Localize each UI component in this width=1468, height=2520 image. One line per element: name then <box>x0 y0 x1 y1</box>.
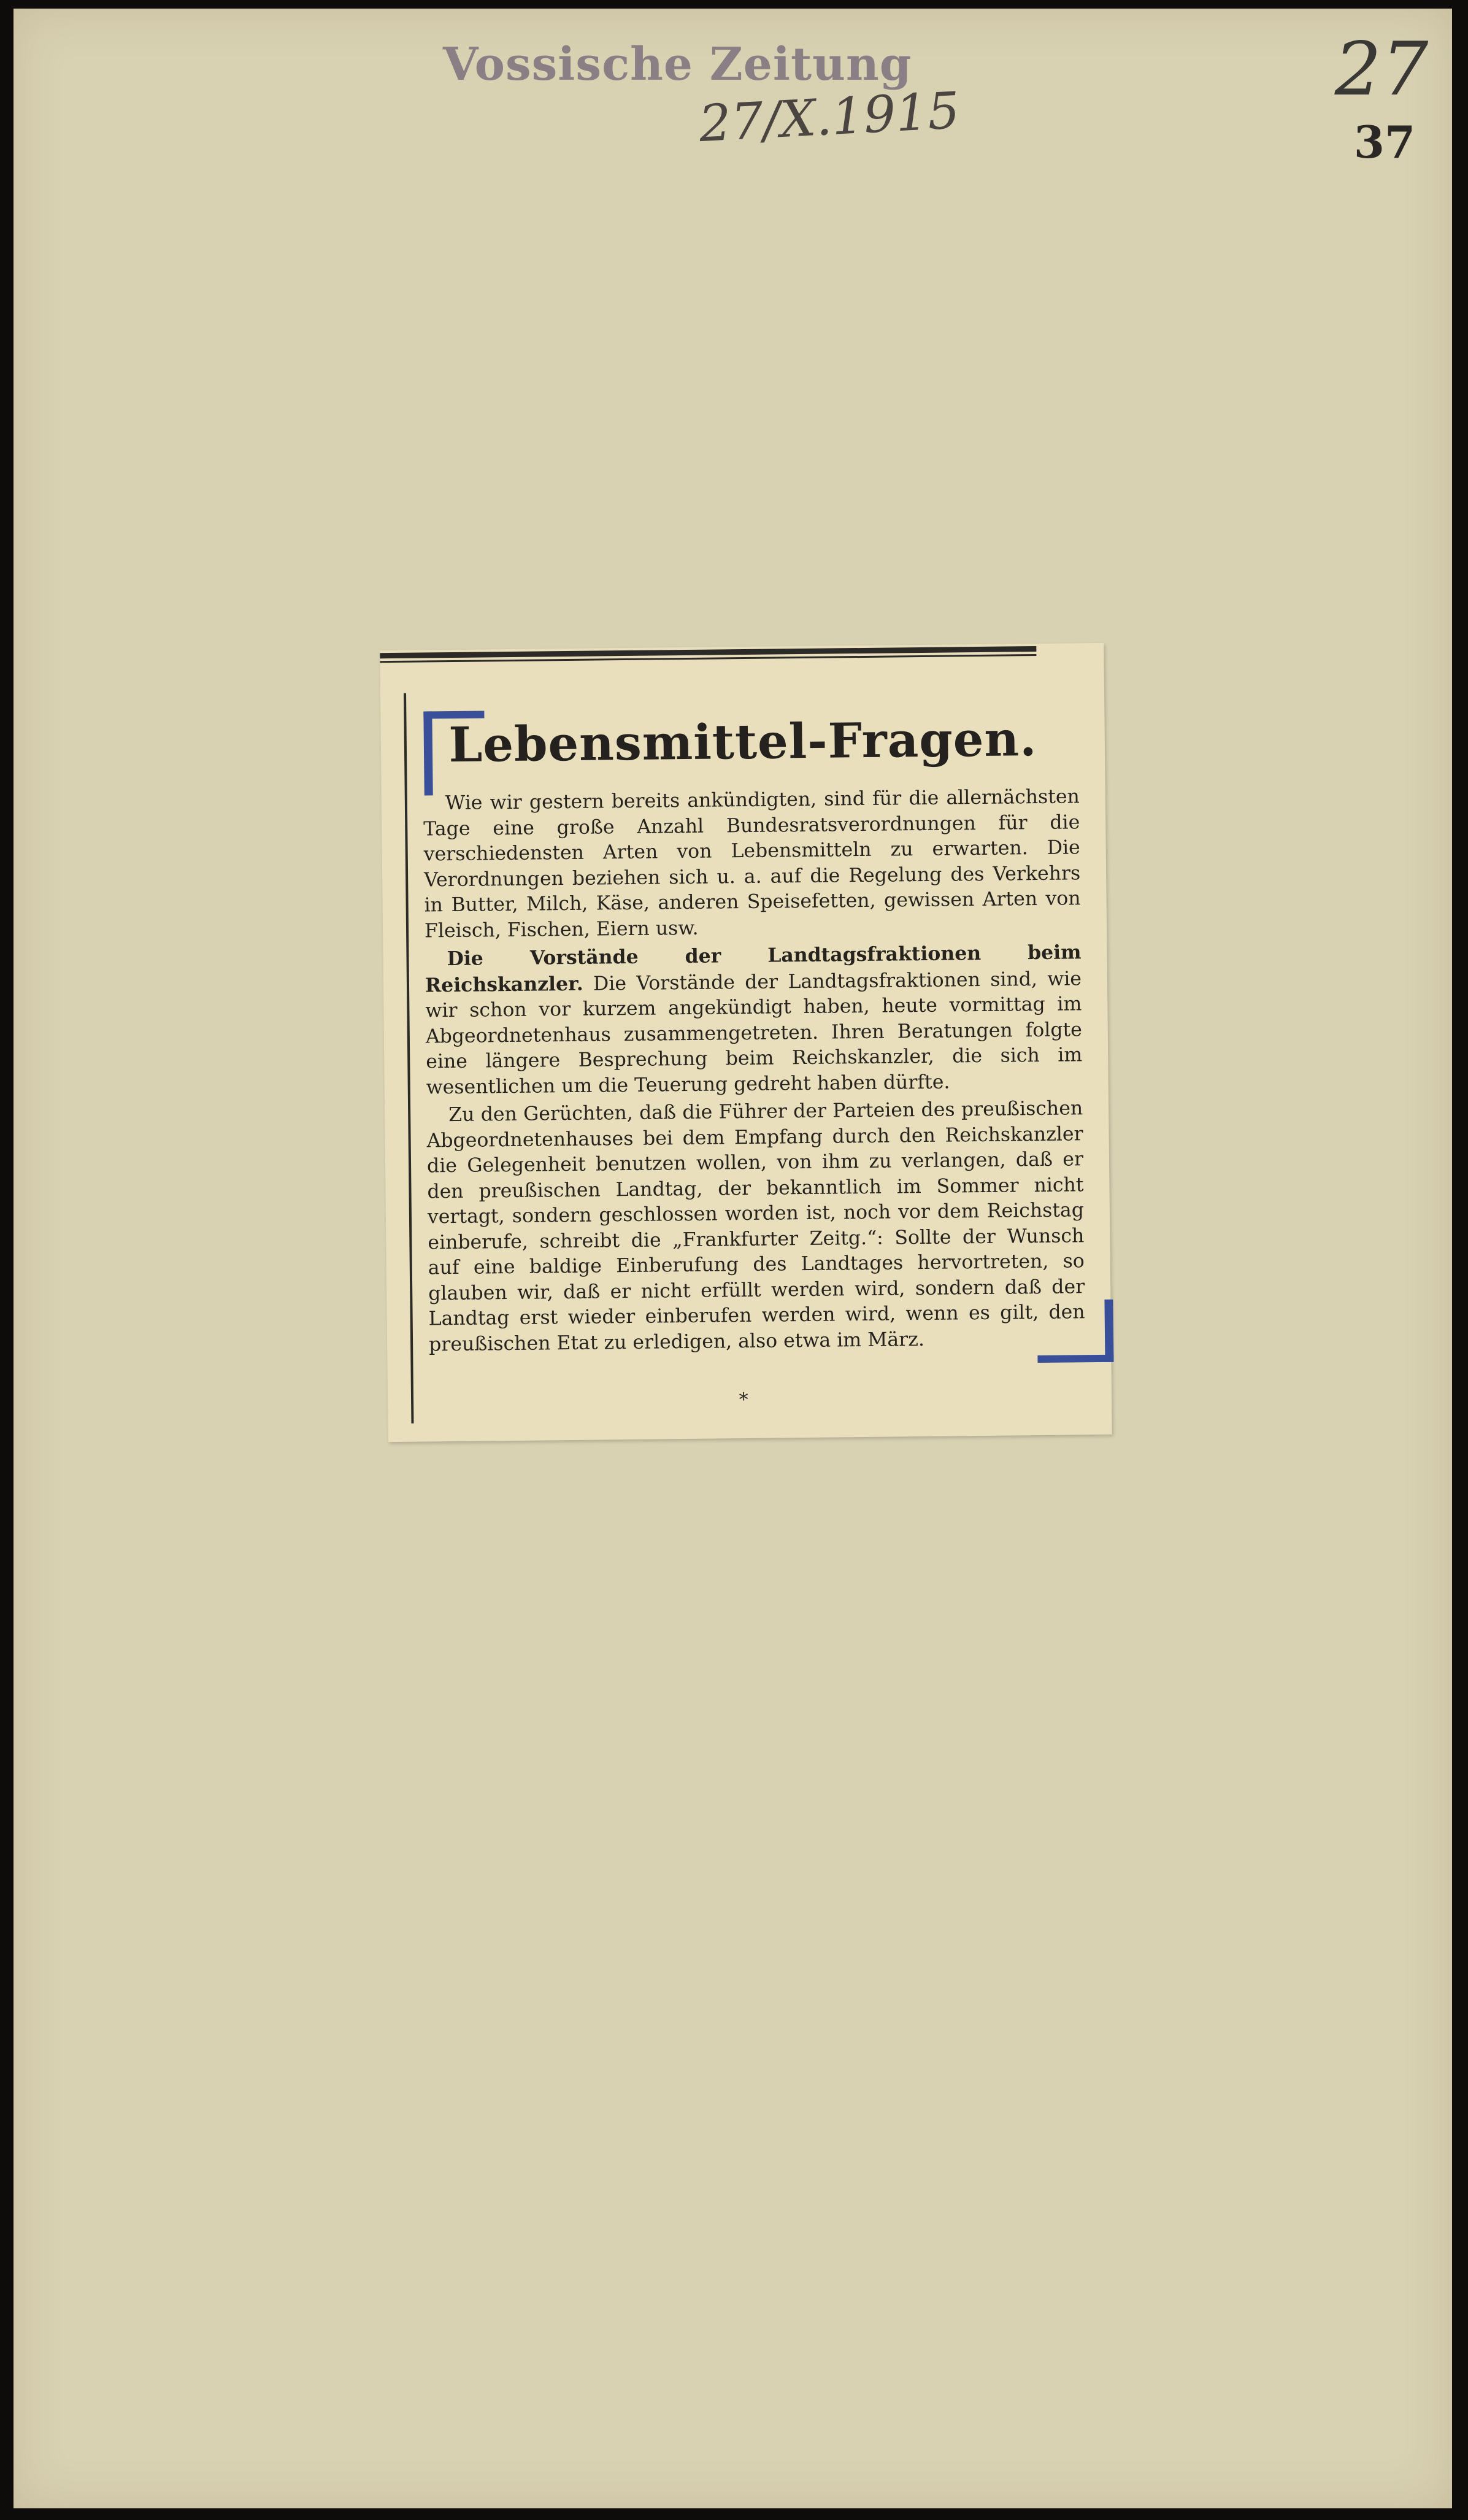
handwritten-number: 27 <box>1334 27 1429 112</box>
paragraph-2-heading: Die Vorstände der Landtagsfraktionen beim Reichskanzler. <box>425 941 1082 996</box>
article-body <box>423 784 1086 1360</box>
newspaper-stamp: Vossische Zeitung <box>443 38 912 91</box>
end-mark: * <box>739 1389 748 1411</box>
top-rule <box>380 646 1036 663</box>
left-border <box>404 693 413 1424</box>
paragraph-2 <box>425 939 1083 1100</box>
handwritten-date: 27/X.1915 <box>697 81 961 154</box>
article-headline: Lebensmittel-Fragen. <box>448 711 1037 774</box>
paragraph-2-text: Die Vorstände der Landtagsfraktionen sind, wie wir schon vor kurzem angekündigt haben, heute vormittag im Abgeordnetenhaus zusammengetreten. Ihren Beratungen folgte eine längere Besprechung beim Reichskanzler, die sich im wesentlichen um die Teuerung gedreht haben dürfte. <box>425 967 1083 1098</box>
paragraph-1: Wie wir gestern bereits ankündigten, sind für die allernächsten Tage eine große Anzahl Bundesratsverordnungen für die verschiedensten Arten von Lebensmitteln zu erwarten. Die Verordnungen beziehen sich u. a. auf die Regelung des Verkehrs in Butter, Milch, Käse, anderen Speisefetten, gewissen Arten von Fleisch, Fischen, Eiern usw. <box>423 785 1081 942</box>
paragraph-3: Zu den Gerüchten, daß die Führer der Parteien des preußischen Abgeordnetenhauses bei dem Empfang durch den Reichskanzler die Gelegenheit benutzen wollen, von ihm zu verlangen, daß er den preußischen Landtag, der bekanntlich im Sommer nicht vertagt, sondern geschlossen worden ist, noch vor dem Reichstag einberufe, schreibt die „Frankfurter Zeitg.“: Sollte der Wunsch auf eine baldige Einberufung des Landtages hervortreten, so glauben wir, daß er nicht erfüllt werden wird, sondern daß der Landtag erst wieder einberufen werden wird, wenn es gilt, den preußischen Etat zu erledigen, also etwa im März. <box>426 1097 1085 1355</box>
newspaper-clipping <box>380 643 1112 1442</box>
archive-sheet <box>13 9 1452 2508</box>
page-number: 37 <box>1353 116 1416 168</box>
